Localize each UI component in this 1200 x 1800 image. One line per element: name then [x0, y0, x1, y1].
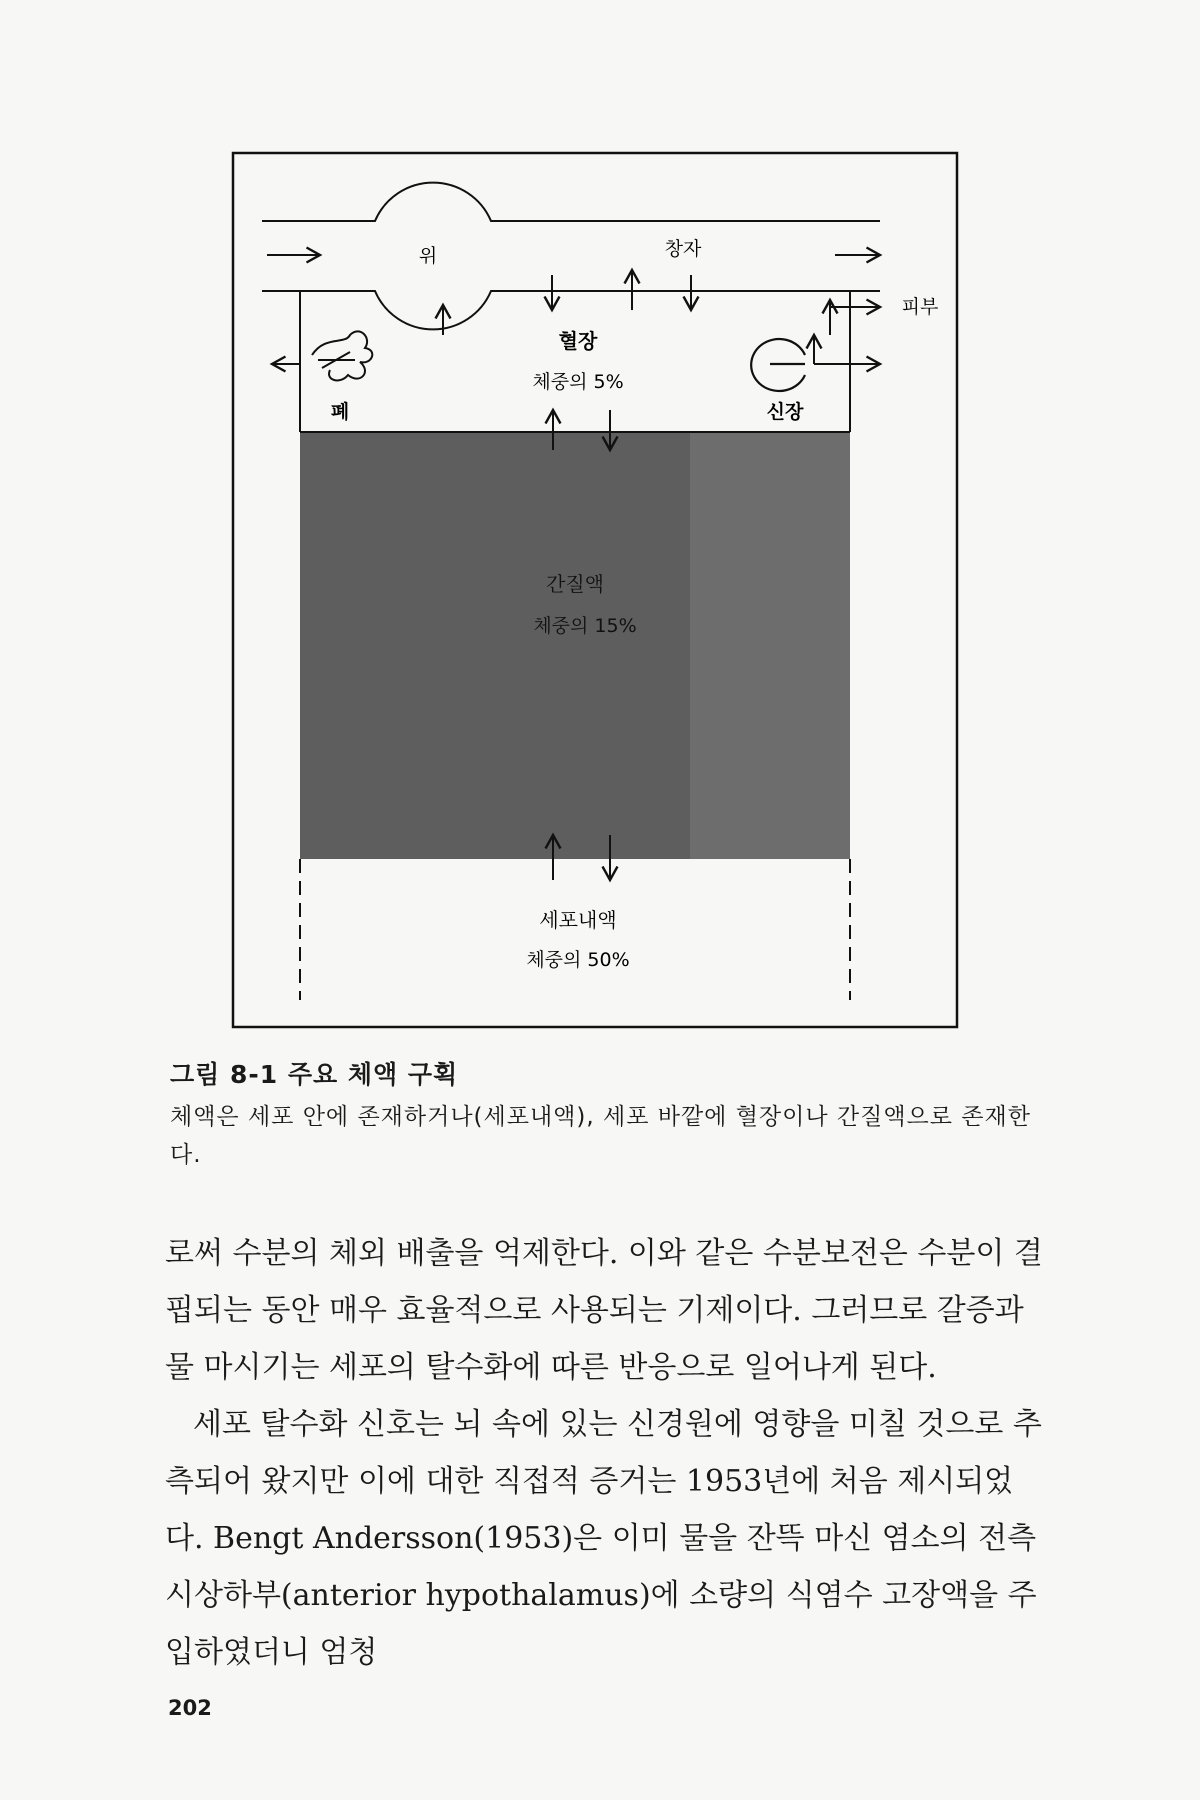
gut-tube: [262, 183, 880, 330]
interstitial-label: 간질액: [546, 572, 604, 596]
interstitial-percent-label: 체중의 15%: [533, 615, 637, 637]
plasma-percent-label: 체중의 5%: [532, 371, 624, 393]
kidney-label: 신장: [766, 401, 804, 423]
stomach-label: 위: [418, 245, 438, 267]
skin-label: 피부: [901, 296, 939, 318]
body-paragraph-1: 로써 수분의 체외 배출을 억제한다. 이와 같은 수분보전은 수분이 결핍되는 동안 매우 효율적으로 사용되는 기제이다. 그러므로 갈증과 물 마시기는 세포의 탈수화에 따른 반응으로 일어나게 된다.: [165, 1236, 1043, 1385]
intracellular-label: 세포내액: [539, 908, 617, 932]
kidney-icon: [751, 339, 805, 391]
figure-caption-text: 체액은 세포 안에 존재하거나(세포내액), 세포 바깥에 혈장이나 간질액으로 존재한다.: [170, 1104, 1031, 1168]
plasma-label: 혈장: [558, 329, 598, 353]
lung-label: 폐: [330, 401, 350, 423]
body-paragraph-2: 세포 탈수화 신호는 뇌 속에 있는 신경원에 영향을 미칠 것으로 추측되어 왔지만 이에 대한 직접적 증거는 1953년에 처음 제시되었다. Bengt Andersson(1953)은 이미 물을 잔뜩 마신 염소의 전측 시상하부(anterior hypothalamus)에 소량의 식염수 고장액을 주입하였더니 엄청: [165, 1407, 1042, 1670]
intracellular-percent-label: 체중의 50%: [526, 949, 630, 971]
body-text: [165, 1225, 1045, 1681]
body-fluid-compartments-diagram: [230, 150, 960, 1030]
page-number: 202: [168, 1696, 212, 1720]
figure-caption-title: 그림 8-1 주요 체액 구획: [170, 1060, 459, 1089]
interstitial-light-patch: [690, 432, 850, 859]
lung-icon: [312, 331, 372, 380]
intestine-label: 창자: [664, 238, 702, 260]
